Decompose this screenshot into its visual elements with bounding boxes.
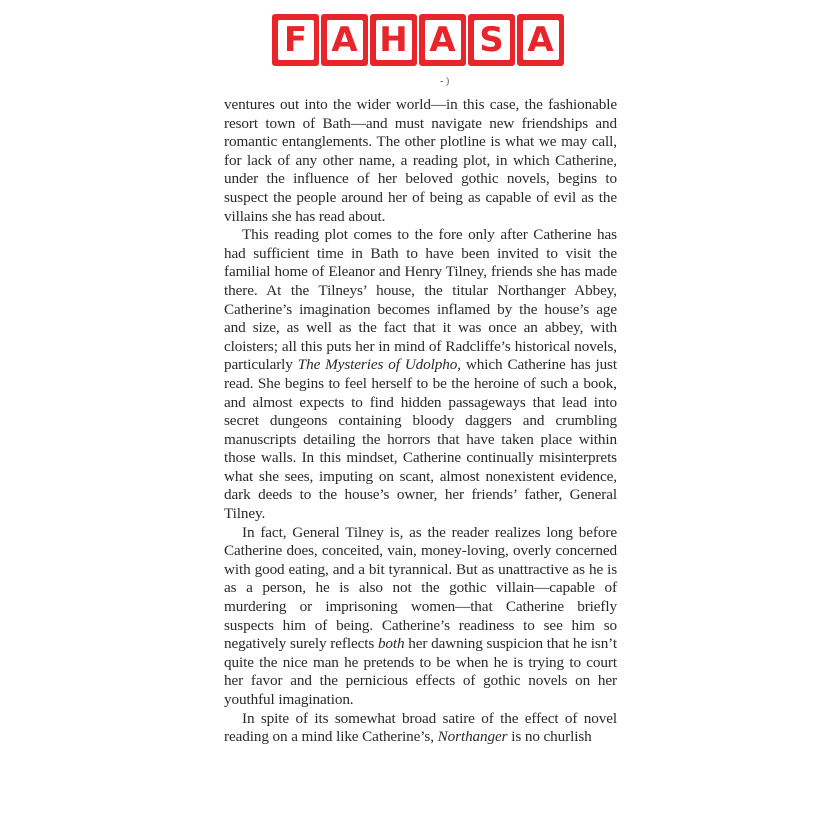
logo-tile	[272, 14, 319, 66]
logo-tile	[468, 14, 515, 66]
book-title-udolpho: The Mysteries of Udolpho	[297, 356, 458, 374]
logo-tile	[321, 14, 368, 66]
text-segment: is no churlish	[507, 728, 592, 746]
book-title-northanger: Northanger	[437, 728, 508, 746]
logo-letter: A	[425, 20, 461, 60]
logo-tile	[517, 14, 564, 66]
logo-letter: S	[474, 20, 510, 60]
paragraph-4	[224, 710, 617, 747]
text-segment: ventures out into the wider world—in this case, the fashionable resort town of Bath—and must navigate new friendships and romantic entanglements. The other plotline is what we may call, for lack of any other name, a reading plot, in which Catherine, under the influence of her beloved gothic novels, begins to suspect the people around her of being as capable of evil as the villains she has read about.	[224, 96, 617, 225]
logo-letter: H	[376, 20, 412, 60]
paragraph-2	[224, 226, 617, 524]
text-segment: , which Catherine has just read. She begins to feel herself to be the heroine of such a book, and almost expects to find hidden passageways that lead into secret dungeons containing bloody daggers and crumbling manuscripts detailing the horrors that have taken place within those walls. In this mindset, Catherine continually misinterprets what she sees, imputing on scant, almost nonexistent evidence, dark deeds to the house’s owner, her friends’ father, General Tilney.	[224, 356, 617, 523]
emphasis-both: both	[377, 635, 405, 653]
logo-tile	[370, 14, 417, 66]
paragraph-1	[224, 96, 617, 226]
text-segment: In fact, General Tilney is, as the reader realizes long before Catherine does, conceited, vain, money-loving, overly concerned with good eating, and a bit tyrannical. But as unattractive as he is as a person, he is also not the gothic villain—capable of murdering or imprisoning women—that Catherine briefly suspects him of being. Catherine’s readiness to see him so negatively surely reflects	[224, 523, 617, 653]
text-segment: This reading plot comes to the fore only after Catherine has had sufficient time in Bath to have been invited to visit the familial home of Eleanor and Henry Tilney, friends she has made there. At the Tilneys’ house, the titular Northanger Abbey, Catherine’s imagination becomes inflamed by the house’s age and size, as well as the fact that it was once an abbey, with cloisters; all this puts her in mind of Radcliffe’s historical novels, particularly	[224, 226, 617, 374]
text-segment: In spite of its somewhat broad satire of the effect of novel reading on a mind like Catherine’s,	[224, 709, 617, 746]
paragraph-3	[224, 524, 617, 710]
logo-letter: A	[327, 20, 363, 60]
cropped-header-fragment: - )	[440, 76, 450, 87]
logo-tile	[419, 14, 466, 66]
logo-letter: F	[278, 20, 314, 60]
logo-letter: A	[523, 20, 559, 60]
text-segment: her dawning suspicion that he isn’t quite the nice man he pretends to be when he is trying to court her favor and the pernicious effects of gothic novels on her youthful imagination.	[224, 635, 617, 708]
book-page-text	[224, 96, 617, 747]
fahasa-logo	[272, 14, 564, 66]
